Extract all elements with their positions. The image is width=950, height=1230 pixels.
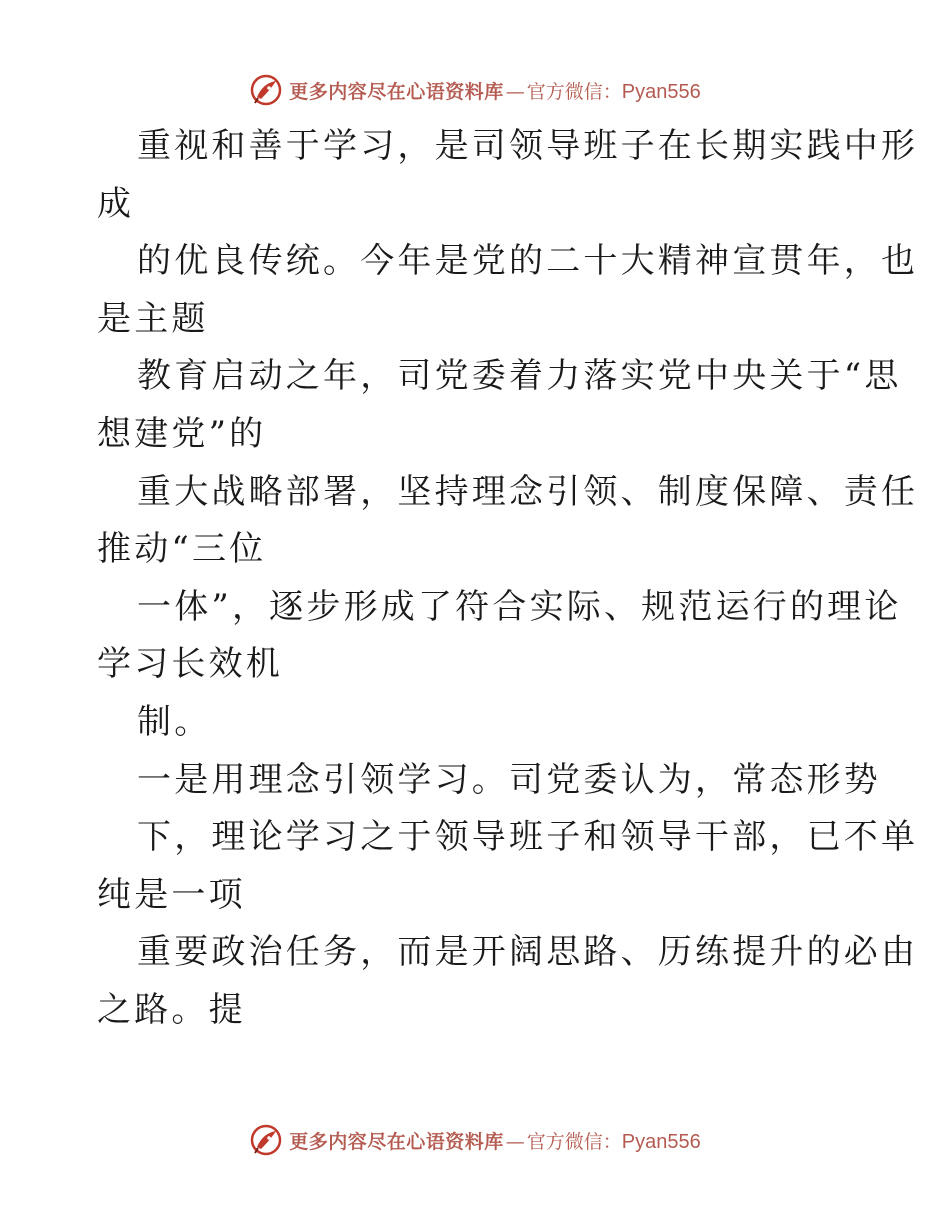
- body-line: 重视和善于学习，是司领导班子在长期实践中形: [137, 126, 919, 166]
- body-line: 是主题: [97, 298, 209, 339]
- separator: —: [505, 80, 525, 103]
- body-line: 之路。提: [97, 989, 246, 1030]
- body-line: 成: [97, 183, 135, 224]
- wechat-label: 官方微信：: [526, 1130, 622, 1153]
- brand-text: 更多内容尽在心语资料库: [289, 80, 504, 103]
- body-line: 一体”，逐步形成了符合实际、规范运行的理论: [137, 586, 902, 627]
- wechat-label: 官方微信：: [526, 80, 622, 103]
- body-line: 一是用理念引领学习。司党委认为，常态形势: [137, 759, 881, 800]
- body-line: 学习长效机: [97, 644, 283, 685]
- body-line: 的优良传统。今年是党的二十大精神宣贯年，也: [137, 241, 919, 282]
- body-line: 推动“三位: [97, 529, 267, 570]
- brand-text: 更多内容尽在心语资料库: [289, 1130, 504, 1153]
- body-line: 教育启动之年，司党委着力落实党中央关于“思: [137, 356, 902, 397]
- body-line: 下，理论学习之于领导班子和领导干部，已不单: [137, 817, 919, 858]
- document-body: [97, 118, 919, 1040]
- footer-watermark-banner: [0, 1120, 950, 1160]
- body-line: 纯是一项: [97, 874, 246, 915]
- watermark-text: [289, 77, 701, 104]
- separator: —: [505, 1130, 525, 1153]
- body-line: 制。: [137, 701, 212, 742]
- pen-nib-logo-icon: [249, 1123, 283, 1157]
- pen-nib-logo-icon: [249, 73, 283, 107]
- wechat-id: Pyan556: [621, 80, 701, 103]
- wechat-id: Pyan556: [621, 1130, 701, 1153]
- body-line: 想建党”的: [97, 413, 267, 454]
- body-line: 重要政治任务，而是开阔思路、历练提升的必由: [137, 932, 919, 973]
- body-line: 重大战略部署，坚持理念引领、制度保障、责任: [137, 471, 919, 512]
- watermark-text: [289, 1127, 701, 1154]
- header-watermark-banner: [0, 70, 950, 110]
